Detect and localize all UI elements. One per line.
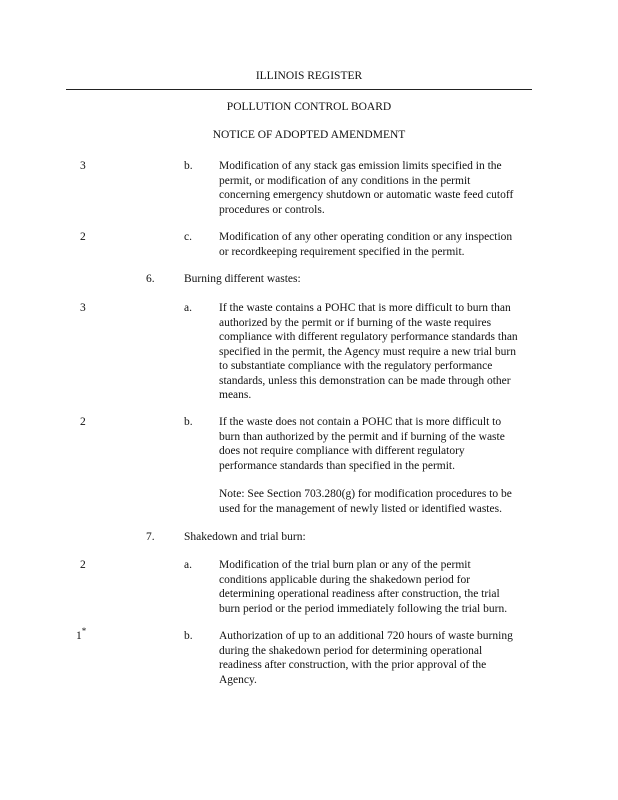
class-number: 3 (80, 302, 86, 314)
item-text-line: conditions applicable during the shakedown period for (219, 573, 471, 586)
item-letter: b. (184, 416, 193, 428)
item-text-line: compliance with different regulatory performance standards than (219, 331, 518, 343)
item-letter: a. (184, 302, 192, 314)
item-text-line: If the waste contains a POHC that is more difficult to burn than (219, 302, 511, 314)
class-number: 2 (80, 231, 86, 243)
item-letter: b. (184, 160, 193, 172)
section-number: 6. (146, 273, 155, 285)
item-letter: b. (184, 630, 193, 642)
class-number (76, 626, 87, 644)
item-text-line: specified in the permit, the Agency must require a new trial burn (219, 345, 516, 358)
notice-title: NOTICE OF ADOPTED AMENDMENT (212, 129, 406, 141)
header-rule (66, 89, 532, 90)
item-text-line: performance standards than specified in the permit. (219, 459, 455, 472)
section-number: 7. (146, 531, 155, 543)
item-text-line: Modification of any other operating condition or any inspection (219, 231, 513, 243)
item-letter: a. (184, 559, 192, 571)
item-text-line: does not require compliance with different regulatory (219, 445, 465, 457)
class-number-value: 1 (76, 630, 82, 642)
register-title: ILLINOIS REGISTER (255, 70, 363, 82)
item-text-line: burn than authorized by the permit and if burning of the waste (219, 430, 505, 443)
item-text-line: determining operational readiness after construction, the trial (219, 588, 500, 600)
class-number: 2 (80, 559, 86, 571)
item-text-line: authorized by the permit or if burning of the waste requires (219, 316, 492, 329)
section-heading: Shakedown and trial burn: (184, 531, 306, 543)
item-text-line: Authorization of up to an additional 720 hours of waste burning (219, 630, 513, 642)
class-number-mark: * (81, 626, 87, 637)
item-text-line: Agency. (219, 673, 257, 686)
item-text-line: burn period or the period immediately following the trial burn. (219, 602, 508, 615)
board-name: POLLUTION CONTROL BOARD (226, 101, 392, 113)
item-text-line: to substantiate compliance with the regulatory performance (219, 360, 493, 372)
item-text-line: standards, unless this demonstration can be made through other (219, 374, 511, 387)
class-number: 3 (80, 160, 86, 172)
item-text-line: procedures or controls. (219, 203, 325, 216)
item-letter: c. (184, 231, 192, 243)
item-text-line: Modification of the trial burn plan or any of the permit (219, 559, 471, 571)
item-text-line: readiness after construction, with the prior approval of the (219, 659, 487, 671)
class-number: 2 (80, 416, 86, 428)
item-text-line: If the waste does not contain a POHC that is more difficult to (219, 416, 502, 428)
note-text-line: used for the management of newly listed or identified wastes. (219, 502, 502, 515)
item-text-line: Modification of any stack gas emission limits specified in the (219, 160, 502, 172)
item-text-line: concerning emergency shutdown or automatic waste feed cutoff (219, 189, 514, 201)
item-text-line: or recordkeeping requirement specified in the permit. (219, 245, 465, 258)
item-text-line: permit, or modification of any conditions in the permit (219, 174, 471, 187)
note-text-line: Note: See Section 703.280(g) for modification procedures to be (219, 488, 512, 500)
item-text-line: during the shakedown period for determining operational (219, 644, 483, 657)
section-heading: Burning different wastes: (184, 273, 301, 285)
item-text-line: means. (219, 389, 252, 401)
